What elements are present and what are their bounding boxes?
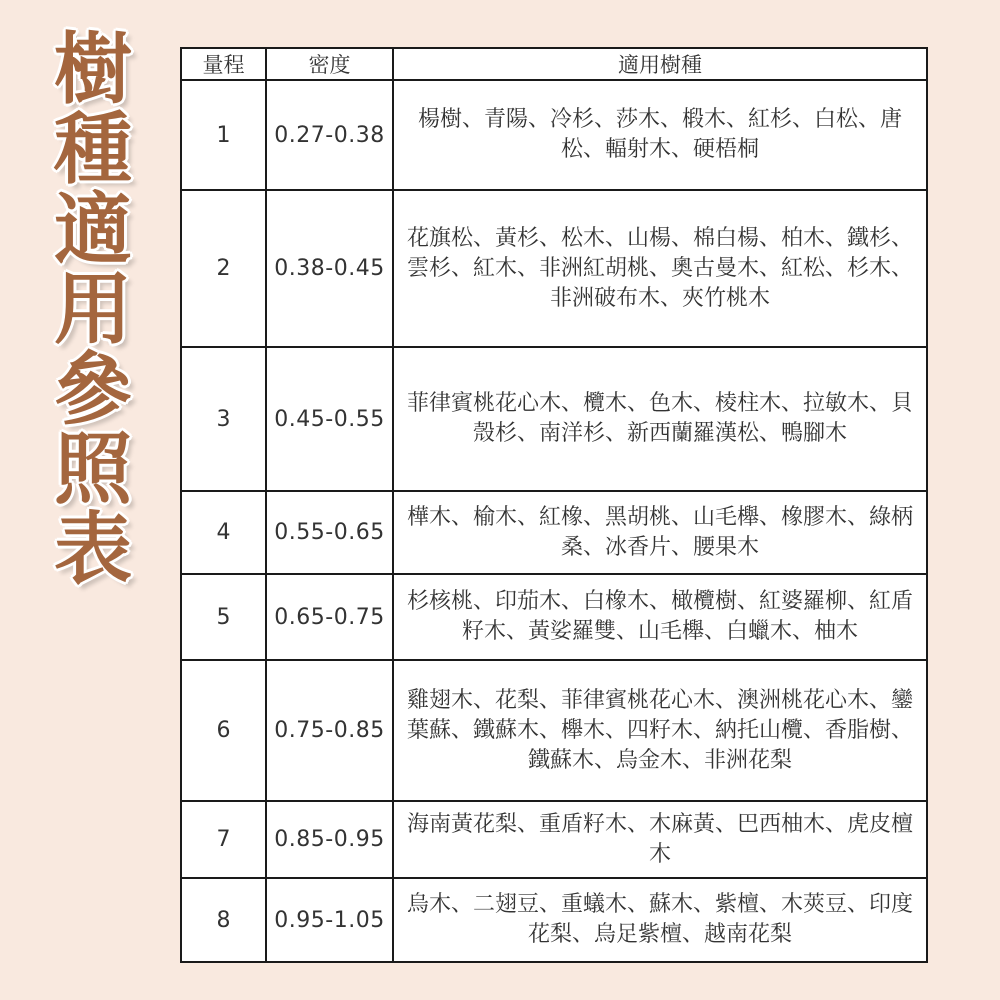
title-char: 用 bbox=[53, 265, 132, 355]
header-density: 密度 bbox=[266, 48, 393, 80]
species-cell: 楊樹、青陽、冷杉、莎木、椴木、紅杉、白松、唐松、輻射木、硬梧桐 bbox=[393, 80, 927, 190]
density-cell: 0.85-0.95 bbox=[266, 801, 393, 878]
title-char: 參 bbox=[53, 345, 132, 435]
header-row bbox=[181, 48, 927, 80]
species-cell: 海南黃花梨、重盾籽木、木麻黃、巴西柚木、虎皮檀木 bbox=[393, 801, 927, 878]
table-row bbox=[181, 190, 927, 347]
title-char: 適 bbox=[53, 185, 132, 275]
range-cell: 8 bbox=[181, 878, 266, 962]
header-species: 適用樹種 bbox=[393, 48, 927, 80]
species-cell: 菲律賓桃花心木、欖木、色木、棱柱木、拉敏木、貝殼杉、南洋杉、新西蘭羅漢松、鴨腳木 bbox=[393, 347, 927, 491]
range-cell: 2 bbox=[181, 190, 266, 347]
table-row bbox=[181, 80, 927, 190]
title-char: 種 bbox=[53, 105, 132, 195]
table-row bbox=[181, 574, 927, 660]
density-cell: 0.75-0.85 bbox=[266, 660, 393, 801]
range-cell: 6 bbox=[181, 660, 266, 801]
range-cell: 7 bbox=[181, 801, 266, 878]
range-cell: 4 bbox=[181, 491, 266, 574]
density-cell: 0.27-0.38 bbox=[266, 80, 393, 190]
page-title bbox=[38, 25, 148, 595]
title-char: 樹 bbox=[53, 25, 132, 115]
density-cell: 0.65-0.75 bbox=[266, 574, 393, 660]
species-cell: 烏木、二翅豆、重蟻木、蘇木、紫檀、木莢豆、印度花梨、烏足紫檀、越南花梨 bbox=[393, 878, 927, 962]
density-cell: 0.95-1.05 bbox=[266, 878, 393, 962]
range-cell: 5 bbox=[181, 574, 266, 660]
density-cell: 0.38-0.45 bbox=[266, 190, 393, 347]
table-row bbox=[181, 878, 927, 962]
range-cell: 1 bbox=[181, 80, 266, 190]
range-cell: 3 bbox=[181, 347, 266, 491]
table-row bbox=[181, 660, 927, 801]
title-char: 照 bbox=[53, 425, 132, 515]
header-range: 量程 bbox=[181, 48, 266, 80]
species-cell: 雞翅木、花梨、菲律賓桃花心木、澳洲桃花心木、鑾葉蘇、鐵蘇木、櫸木、四籽木、納托山欖、香脂樹、鐵蘇木、烏金木、非洲花梨 bbox=[393, 660, 927, 801]
species-cell: 樺木、榆木、紅橡、黑胡桃、山毛櫸、橡膠木、綠柄桑、冰香片、腰果木 bbox=[393, 491, 927, 574]
table-row bbox=[181, 801, 927, 878]
table-row bbox=[181, 347, 927, 491]
tree-species-table bbox=[180, 47, 928, 963]
density-cell: 0.45-0.55 bbox=[266, 347, 393, 491]
title-char: 表 bbox=[53, 505, 132, 595]
table-row bbox=[181, 491, 927, 574]
density-cell: 0.55-0.65 bbox=[266, 491, 393, 574]
species-cell: 花旗松、黃杉、松木、山楊、棉白楊、柏木、鐵杉、雲杉、紅木、非洲紅胡桃、奧古曼木、紅松、杉木、非洲破布木、夾竹桃木 bbox=[393, 190, 927, 347]
species-cell: 杉核桃、印茄木、白橡木、橄欖樹、紅婆羅柳、紅盾籽木、黃娑羅雙、山毛櫸、白蠟木、柚木 bbox=[393, 574, 927, 660]
